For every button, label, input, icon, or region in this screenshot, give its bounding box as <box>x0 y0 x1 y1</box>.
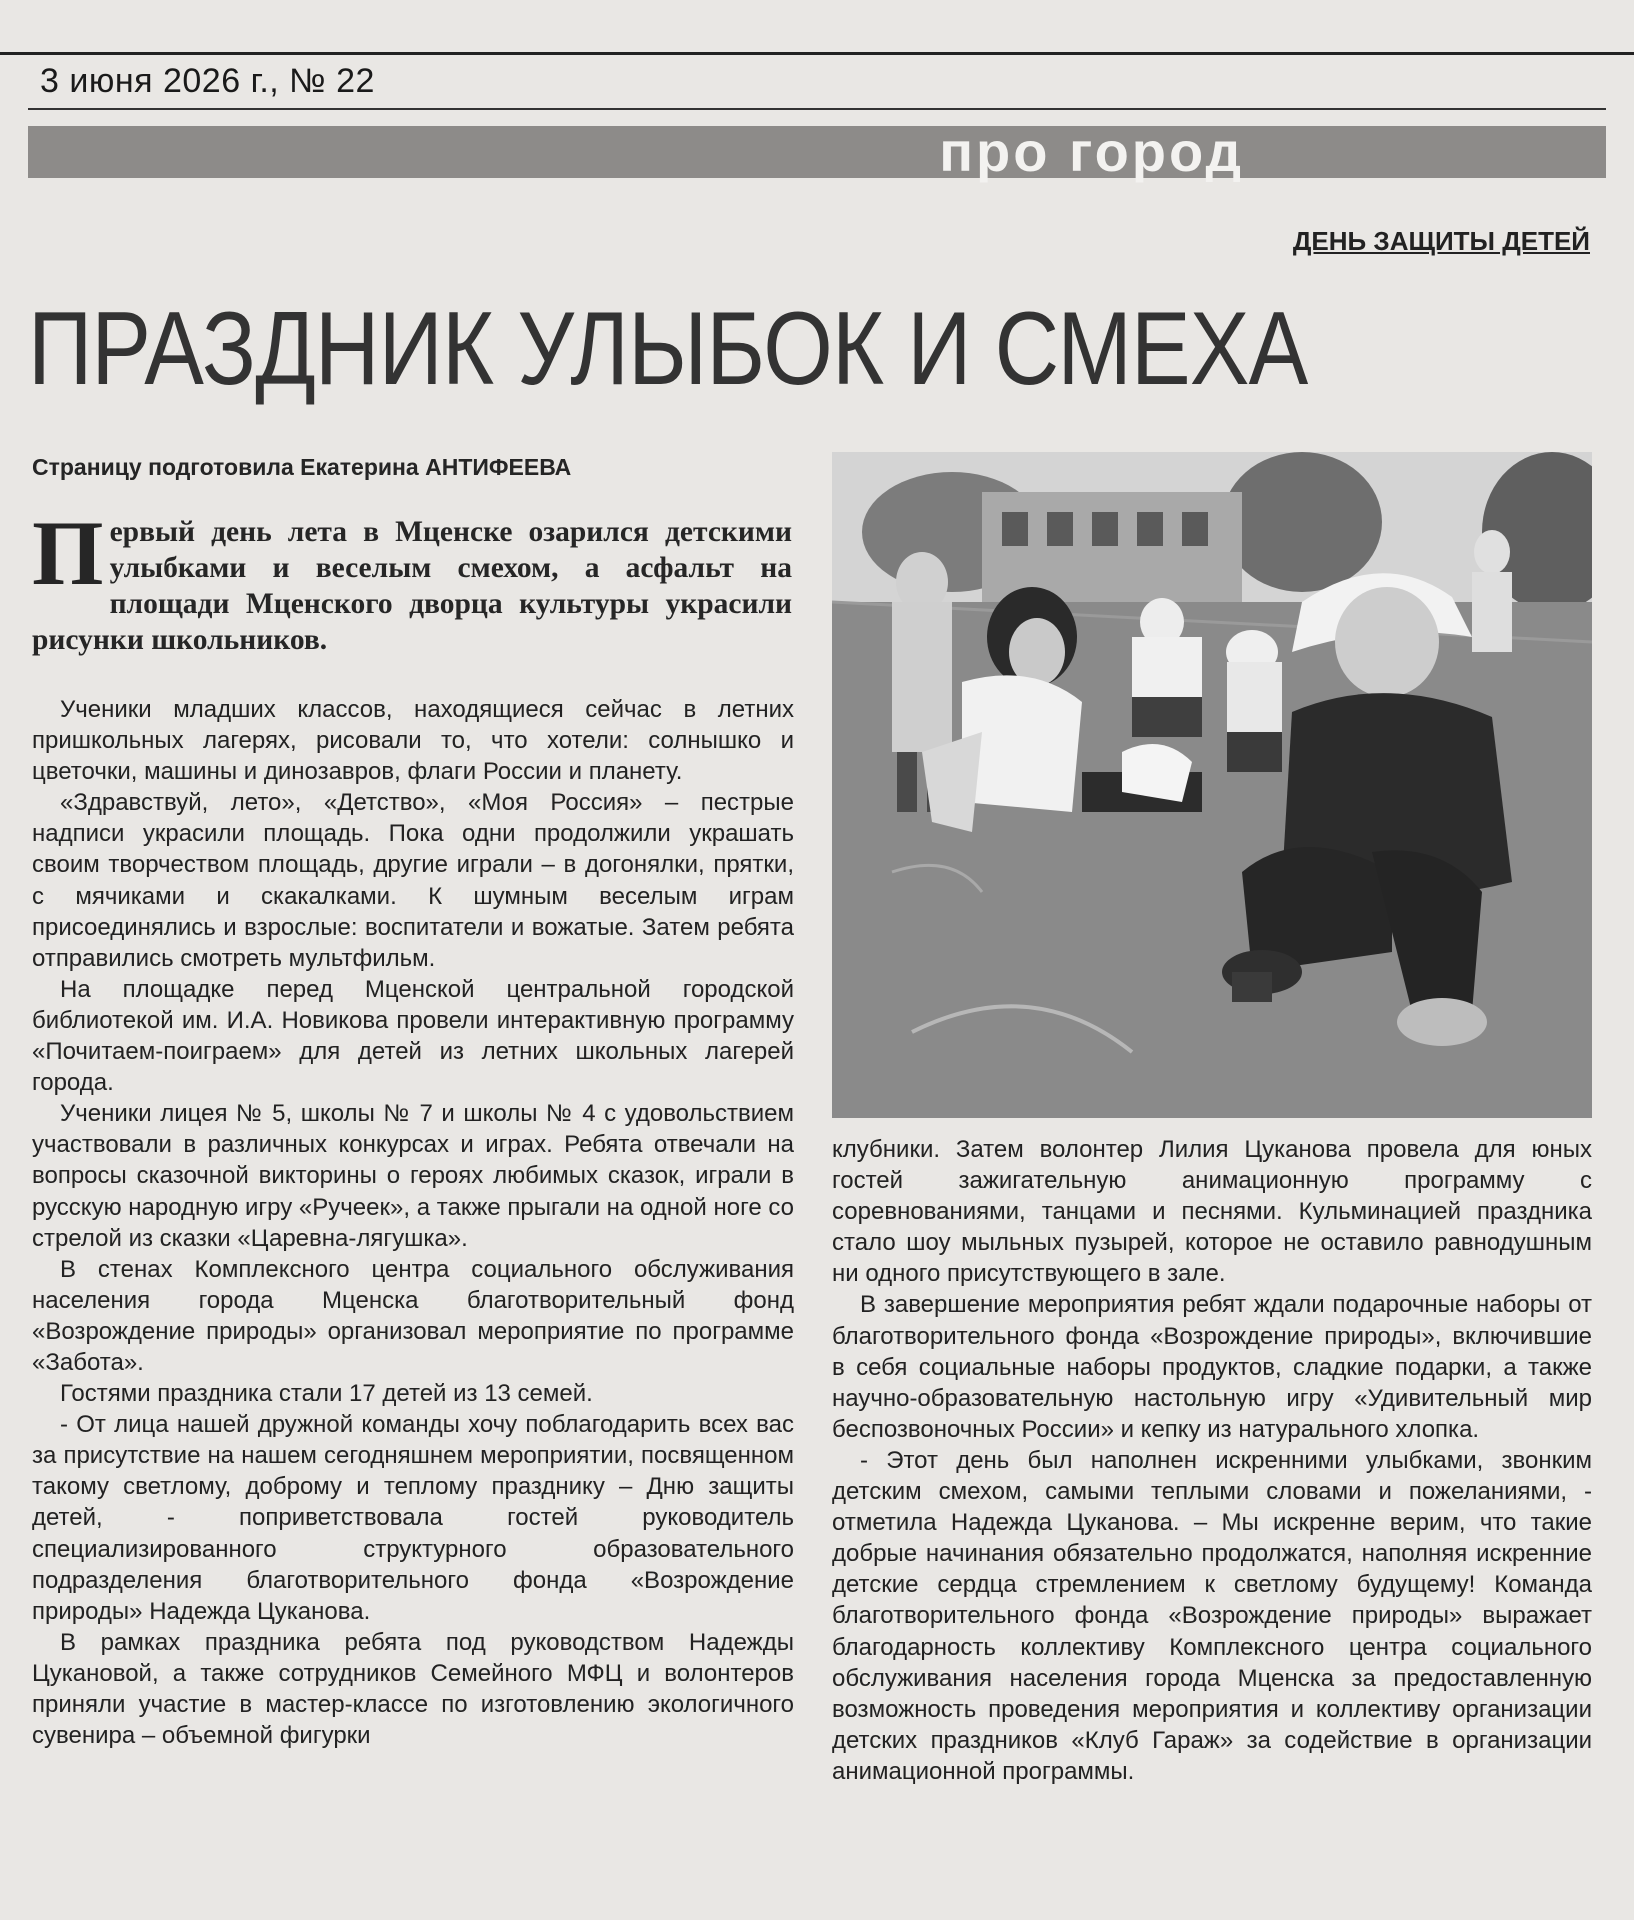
right-column <box>832 1134 1592 1787</box>
section-title: про город <box>939 120 1244 183</box>
article-rubric: ДЕНЬ ЗАЩИТЫ ДЕТЕЙ <box>1292 226 1590 256</box>
body-paragraph: На площадке перед Мценской центральной городской библиотекой им. И.А. Новикова провели интерактивную программу «Почитаем-поиграем» для детей из летних школьных лагерей города. <box>32 975 794 1097</box>
body-paragraph: В завершение мероприятия ребят ждали подарочные наборы от благотворительного фонда «Возрождение природы», включившие в себя социальные наборы продуктов, сладкие подарки, а также научно-образовательную настольную игру «Удивительный мир беспозвоночных России» и кепку из натурального хлопка. <box>832 1291 1592 1443</box>
body-paragraph-continued: клубники. Затем волонтер Лилия Цуканова провела для юных гостей зажигательную анимационную программу с соревнованиями, танцами и песнями. Кульминацией праздника стало шоу мыльных пузырей, которое не оставило равнодушным ни одного присутствующего в зале. <box>832 1136 1592 1288</box>
article-author: Страницу подготовила Екатерина АНТИФЕЕВА <box>32 454 572 480</box>
body-paragraph: В рамках праздника ребята под руководством Надежды Цукановой, а также сотрудников Семейного МФЦ и волонтеров приняли участие в мастер-классе по изготовлению экологичного сувенира – объемной фигурки <box>32 1628 794 1750</box>
photo-illustration <box>832 452 1592 1118</box>
left-column <box>32 694 794 1751</box>
body-paragraph: В стенах Комплексного центра социального обслуживания населения города Мценска благотворительный фонд «Возрождение природы» организовал мероприятие по программе «Забота». <box>32 1255 794 1376</box>
top-rule <box>0 52 1634 55</box>
article-photo <box>832 452 1592 1118</box>
body-paragraph: - От лица нашей дружной команды хочу поблагодарить всех вас за присутствие на нашем сегодняшнем мероприятии, посвященном такому светлому, доброму и теплому празднику – Дню защиты детей, - поприветствовала гостей руководитель специализированного структурного образовательного подразделения благотворительного фонда «Возрождение природы» Надежда Цуканова. <box>32 1411 794 1625</box>
article-lead <box>32 502 792 658</box>
body-paragraph: Гостями праздника стали 17 детей из 13 семей. <box>60 1380 593 1408</box>
issue-date: 3 июня 2026 г., № 22 <box>40 62 375 100</box>
body-paragraph: «Здравствуй, лето», «Детство», «Моя Россия» – пестрые надписи украсили площадь. Пока одни продолжили украшать своим творчеством площадь, другие играли – в догонялки, прятки, с мячиками и скакалками. К шумным веселым играм присоединялись и взрослые: воспитатели и вожатые. Затем ребята отправились смотреть мультфильм. <box>32 789 794 972</box>
lead-dropcap: П <box>32 502 104 604</box>
article-headline: ПРАЗДНИК УЛЫБОК И СМЕХА <box>28 291 1308 407</box>
lead-text: ервый день лета в Мценске озарился детскими улыбками и веселым смехом, а асфальт на площади Мценского дворца культуры украсили рисунки школьников. <box>32 516 792 656</box>
body-paragraph: - Этот день был наполнен искренними улыбками, звонким детским смехом, самыми теплыми словами и пожеланиями, - отметила Надежда Цуканова. – Мы искренне верим, что такие добрые начинания обязательно продолжатся, наполняя искренние детские сердца стремлением к светлому будущему! Команда благотворительного фонда «Возрождение природы» выражает благодарность коллективу Комплексного центра социального обслуживания населения города Мценска за предоставленную возможность проведения мероприятия и коллективу организации детских праздников «Клуб Гараж» за содействие в организации анимационной программы. <box>832 1446 1592 1785</box>
body-paragraph: Ученики младших классов, находящиеся сейчас в летних пришкольных лагерях, рисовали то, что хотели: солнышко и цветочки, машины и динозавров, флаги России и планету. <box>32 696 794 786</box>
body-paragraph: Ученики лицея № 5, школы № 7 и школы № 4 с удовольствием участвовали в различных конкурсах и играх. Ребята отвечали на вопросы сказочной викторины о героях любимых сказок, играли в русскую народную игру «Ручеек», а также прыгали на одной ноге со стрелой из сказки «Царевна-лягушка». <box>32 1100 794 1252</box>
issue-rule <box>28 108 1606 110</box>
section-band <box>28 126 1606 178</box>
